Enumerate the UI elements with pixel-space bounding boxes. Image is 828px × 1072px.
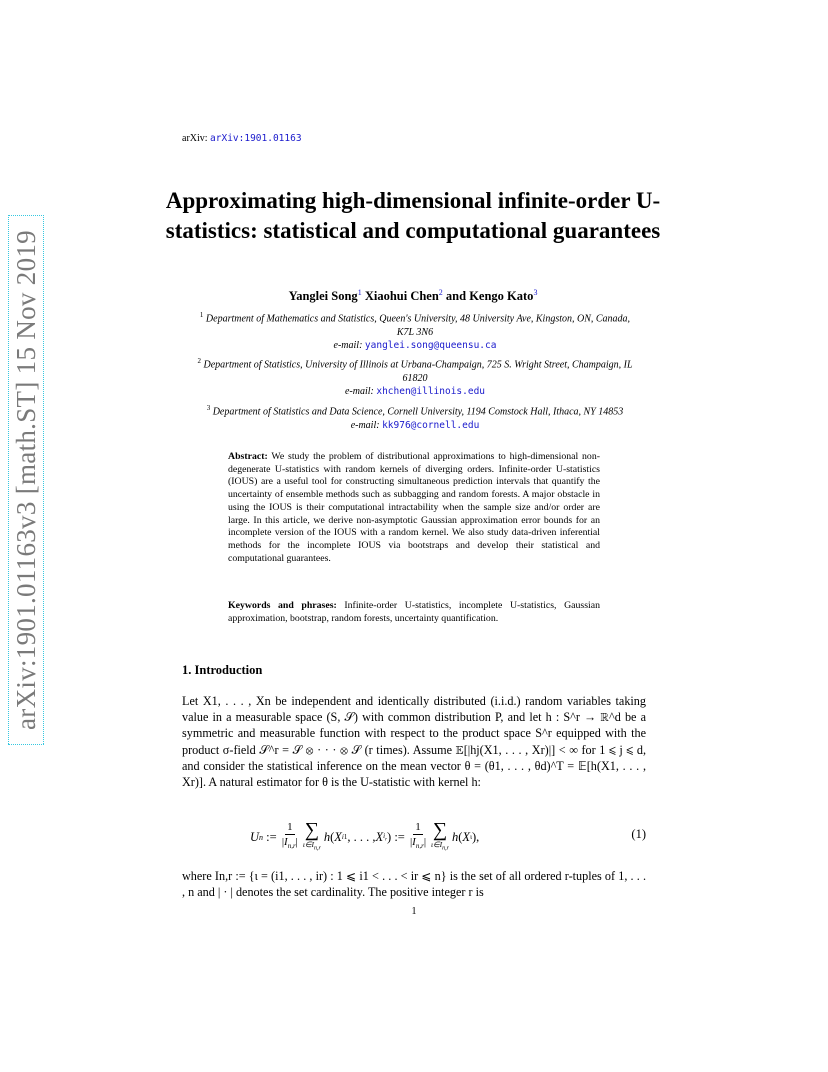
author-name: Kengo Kato [469,289,534,304]
affiliation [195,355,635,399]
affiliation-text: Department of Statistics and Data Science, Cornell University, 1194 Comstock Hall, Ithaca, NY 14853 [212,406,624,418]
paper-title: Approximating high-dimensional infinite-order U-statistics: statistical and computational guarantees [165,188,661,243]
email-link[interactable]: xhchen@illinois.edu [376,386,486,398]
affiliation-mark: 2 [197,357,201,365]
section-number: 1. [182,663,192,677]
email-label: e-mail: [344,386,374,398]
affiliation-mark-link[interactable]: 1 [357,288,362,297]
affiliation [195,309,635,353]
keywords-text: Infinite-order U-statistics, incomplete U-statistics, Gaussian approximation, bootstrap, random forests, uncertainty quantification. [228,600,600,624]
affiliation-mark-link[interactable]: 3 [533,288,538,297]
keywords [228,600,600,625]
affiliation-text: Department of Mathematics and Statistics, Queen's University, 48 University Ave, Kingston, ON, Canada, K7L 3N6 [205,313,631,338]
page-number: 1 [411,906,417,917]
email-link[interactable]: yanglei.song@queensu.ca [364,340,497,352]
keywords-label: Keywords and phrases: [228,600,337,611]
body-paragraph: Let X1, . . . , Xn be independent and identically distributed (i.i.d.) random variables taking value in a measurable space (S, 𝒮) with common distribution P, and let h : S^r → ℝ^d be a symmetric and measurable function with respect to the product space S^r equipped with the product σ-field 𝒮^r = 𝒮 ⊗ · · · ⊗ 𝒮 (r times). Assume 𝔼[|hj(X1, . . . , Xr)|] < ∞ for 1 ⩽ j ⩽ d, and consider the statistical inference on the mean vector θ = (θ1, . . . , θd)^T = 𝔼[h(X1, . . . , Xr)]. A natural estimator for θ is the U-statistic with kernel h: [182,694,646,790]
author-list [150,288,676,304]
abstract-label: Abstract: [228,451,268,462]
arxiv-header [182,133,302,144]
email-link[interactable]: kk976@cornell.edu [382,419,480,431]
affiliation-text: Department of Statistics, University of Illinois at Urbana-Champaign, 725 S. Wright Street, Champaign, IL 61820 [203,359,633,384]
arxiv-header-prefix: arXiv: [182,133,208,144]
body-paragraph: where In,r := {ι = (i1, . . . , ir) : 1 ⩽ i1 < . . . < ir ⩽ n} is the set of all ordered r-tuples of 1, . . . , n and | · | denotes the set cardinality. The positive integer r is [182,869,646,900]
arxiv-id-link[interactable]: arXiv:1901.01163 [210,133,302,144]
author-join: and [445,289,467,304]
author-name: Xiaohui Chen [364,289,439,304]
section-title: Introduction [194,663,263,677]
abstract-text: We study the problem of distributional approximations to high-dimensional non-degenerate U-statistics with random kernels of diverging orders. Infinite-order U-statistics (IOUS) are a useful tool for constructing simultaneous prediction intervals that quantify the uncertainty of ensemble methods such as subbagging and random forests. A major obstacle in using the IOUS is their computational intractability when the sample size and/or order are large. In this article, we derive non-asymptotic Gaussian approximation error bounds for an incomplete version of the IOUS with a random kernel. We also study data-driven inferential methods for the incomplete IOUS via bootstraps and develop their statistical and computational guarantees. [228,451,600,564]
email-label: e-mail: [350,419,380,431]
display-equation [182,815,646,859]
author-name: Yanglei Song [288,289,358,304]
email-label: e-mail: [333,340,363,352]
equation-number: (1) [631,827,646,841]
section-heading [182,663,262,678]
equation-content: U n := $\frac{1}{|I_{n,r}|}$ ∑ $\iota\in I_{n,r}$ h ( X i1 , . . . , X $i_r$ ) := $\frac{1}{|I_{n,r}|}$ ∑ $\iota\in I_{n,r}$ h ( X ι ), [250,819,480,852]
affiliation [195,402,635,432]
affiliation-mark: 3 [206,404,211,412]
affiliation-mark: 1 [199,311,204,319]
affiliation-mark-link[interactable]: 2 [438,288,443,297]
abstract [228,451,600,565]
arxiv-side-stamp: arXiv:1901.01163v3 [math.ST] 15 Nov 2019 [8,215,44,745]
